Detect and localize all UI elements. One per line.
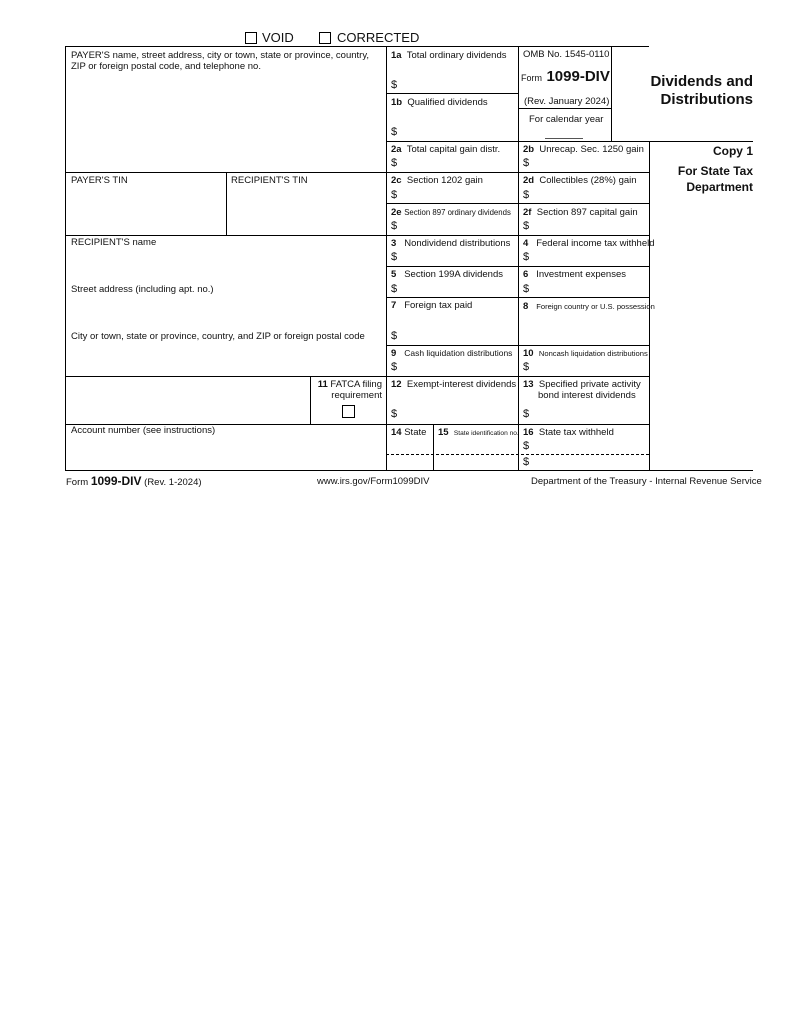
omb-revision: (Rev. January 2024)	[524, 96, 610, 107]
box-9-dollar: $	[391, 361, 398, 373]
recipient-name-label: RECIPIENT'S name	[71, 237, 157, 248]
box-13-label-line2: bond interest dividends	[538, 390, 636, 401]
box-7-label: 7 Foreign tax paid	[391, 300, 473, 311]
void-label: VOID	[262, 30, 294, 45]
box-8-label: 8 Foreign country or U.S. possession	[523, 301, 655, 312]
box-9-label: 9 Cash liquidation distributions	[391, 348, 513, 359]
recipient-name-field[interactable]	[66, 236, 386, 281]
box-2d-dollar: $	[523, 189, 530, 201]
footer-department: Department of the Treasury - Internal Revenue Service	[531, 476, 762, 487]
box-2f-field[interactable]	[519, 204, 649, 235]
omb-number: OMB No. 1545-0110	[523, 49, 610, 60]
city-state-zip-label: City or town, state or province, country, and ZIP or foreign postal code	[71, 331, 365, 342]
calendar-year-label: For calendar year	[529, 114, 604, 125]
box-2e-label: 2e Section 897 ordinary dividends	[391, 207, 511, 218]
box-2d-label: 2d Collectibles (28%) gain	[523, 175, 637, 186]
payer-tin-field[interactable]	[66, 173, 226, 235]
box-5-label: 5 Section 199A dividends	[391, 269, 503, 280]
box-2c-dollar: $	[391, 189, 398, 201]
box-6-label: 6 Investment expenses	[523, 269, 626, 280]
box-2b-label: 2b Unrecap. Sec. 1250 gain	[523, 144, 644, 155]
street-address-label: Street address (including apt. no.)	[71, 284, 214, 295]
box-8-field[interactable]	[519, 298, 649, 345]
box-6-field[interactable]	[519, 267, 649, 297]
box-15-field[interactable]	[434, 425, 518, 470]
box-6-dollar: $	[523, 283, 530, 295]
fatca-checkbox[interactable]	[342, 405, 355, 418]
copy-designation: Copy 1 For State Tax Department	[677, 144, 753, 194]
box-1a-dollar: $	[391, 79, 398, 91]
box-1b-label: 1b Qualified dividends	[391, 97, 488, 108]
box-2f-dollar: $	[523, 220, 530, 232]
payer-name-label: PAYER'S name, street address, city or town, state or province, country, ZIP or foreign postal code, and telephone no.	[71, 50, 370, 72]
box-3-dollar: $	[391, 251, 398, 263]
fatca-label-line2: requirement	[331, 390, 382, 401]
box-16-field[interactable]	[519, 425, 649, 470]
box-5-dollar: $	[391, 283, 398, 295]
void-checkbox[interactable]	[245, 32, 257, 44]
box-10-dollar: $	[523, 361, 530, 373]
box-13-label: 13 Specified private activity	[523, 379, 641, 390]
box-16-label: 16 State tax withheld	[523, 427, 614, 438]
box-4-field[interactable]	[519, 236, 649, 266]
fatca-label: 11 FATCA filing	[317, 379, 382, 390]
box-13-dollar: $	[523, 408, 530, 420]
box-1a-field[interactable]	[387, 47, 518, 93]
corrected-label: CORRECTED	[337, 30, 420, 45]
box-16-dollar: $	[523, 440, 530, 452]
corrected-checkbox[interactable]	[319, 32, 331, 44]
box-12-dollar: $	[391, 408, 398, 420]
recipient-tin-field[interactable]	[227, 173, 386, 235]
box-3-field[interactable]	[387, 236, 518, 266]
omb-form-title: Form 1099-DIV	[521, 68, 610, 85]
box-2a-dollar: $	[391, 157, 398, 169]
box-1b-dollar: $	[391, 126, 398, 138]
box-2f-label: 2f Section 897 capital gain	[523, 207, 638, 218]
box-2d-field[interactable]	[519, 173, 649, 203]
footer-url: www.irs.gov/Form1099DIV	[317, 476, 430, 487]
box-7-dollar: $	[391, 330, 398, 342]
box-14-label: 14 State	[391, 427, 427, 438]
account-number-field[interactable]	[66, 425, 386, 470]
box-15-label: 15 State identification no.	[438, 427, 519, 438]
box-9-field[interactable]	[387, 346, 518, 376]
box-2c-field[interactable]	[387, 173, 518, 203]
box-2c-label: 2c Section 1202 gain	[391, 175, 483, 186]
box-7-field[interactable]	[387, 298, 518, 345]
calendar-year-field[interactable]	[540, 126, 590, 139]
box-13-field[interactable]	[519, 377, 649, 424]
box-1b-field[interactable]	[387, 94, 518, 141]
box-4-dollar: $	[523, 251, 530, 263]
box-2e-dollar: $	[391, 220, 398, 232]
recipient-tin-label: RECIPIENT'S TIN	[231, 175, 308, 186]
box-2b-dollar: $	[523, 157, 530, 169]
street-address-field[interactable]	[66, 282, 386, 327]
box-10-field[interactable]	[519, 346, 649, 376]
box-12-field[interactable]	[387, 377, 518, 424]
box-16-dollar-2: $	[523, 456, 530, 468]
box-2a-label: 2a Total capital gain distr.	[391, 144, 501, 155]
payer-name-field[interactable]	[66, 47, 386, 172]
box-10-label: 10 Noncash liquidation distributions	[523, 348, 648, 359]
box-14-field[interactable]	[387, 425, 433, 470]
payer-tin-label: PAYER'S TIN	[71, 175, 128, 186]
box-2e-field[interactable]	[387, 204, 518, 235]
box-5-field[interactable]	[387, 267, 518, 297]
box-1a-label: 1a Total ordinary dividends	[391, 50, 507, 61]
box-4-label: 4 Federal income tax withheld	[523, 238, 655, 249]
box-2b-field[interactable]	[519, 142, 649, 172]
account-number-label: Account number (see instructions)	[71, 425, 216, 436]
box-3-label: 3 Nondividend distributions	[391, 238, 511, 249]
footer-form-id: Form 1099-DIV (Rev. 1-2024)	[66, 474, 202, 488]
city-state-zip-field[interactable]	[66, 328, 386, 376]
box-12-label: 12 Exempt-interest dividends	[391, 379, 517, 390]
box-2a-field[interactable]	[387, 142, 518, 172]
form-title: Dividends and Distributions	[650, 73, 753, 108]
